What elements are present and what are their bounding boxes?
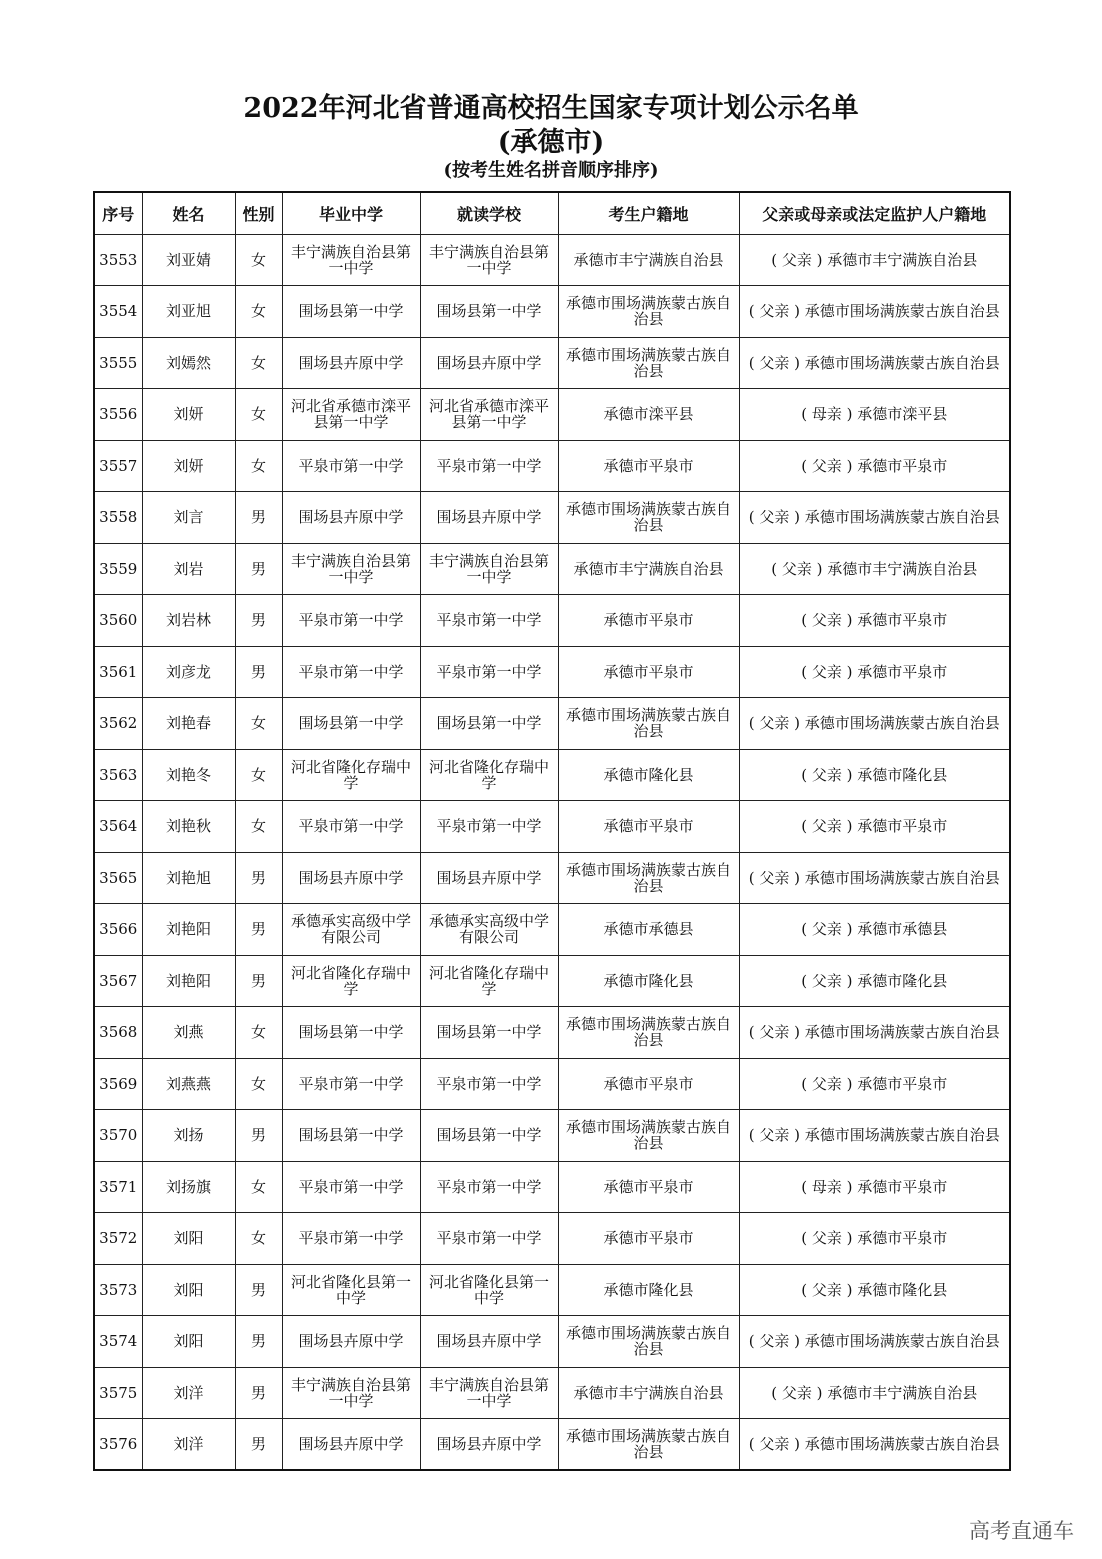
cell-guardian-hukou: ( 父亲 ) 承德市平泉市	[739, 1058, 1010, 1110]
cell-current-school: 河北省隆化县第一中学	[420, 1264, 558, 1316]
header-serial: 序号	[94, 192, 142, 234]
cell-student-hukou: 承德市平泉市	[558, 801, 739, 853]
cell-serial: 3555	[94, 337, 142, 389]
cell-current-school: 平泉市第一中学	[420, 1058, 558, 1110]
cell-student-hukou: 承德市承德县	[558, 904, 739, 956]
table-row	[94, 1161, 1010, 1213]
cell-name: 刘彦龙	[142, 646, 235, 698]
cell-graduated-school: 平泉市第一中学	[282, 440, 420, 492]
cell-student-hukou: 承德市平泉市	[558, 1213, 739, 1265]
page-subtitle-city: (承德市)	[497, 127, 605, 158]
cell-graduated-school: 平泉市第一中学	[282, 801, 420, 853]
cell-serial: 3559	[94, 543, 142, 595]
header-current-school: 就读学校	[420, 192, 558, 234]
cell-gender: 男	[235, 955, 282, 1007]
table-row	[94, 1110, 1010, 1162]
cell-graduated-school: 围场县卉原中学	[282, 492, 420, 544]
table-row	[94, 698, 1010, 750]
cell-guardian-hukou: ( 父亲 ) 承德市丰宁满族自治县	[739, 234, 1010, 286]
cell-gender: 女	[235, 749, 282, 801]
cell-gender: 男	[235, 1367, 282, 1419]
cell-gender: 女	[235, 1213, 282, 1265]
header-graduated-school: 毕业中学	[282, 192, 420, 234]
table-row	[94, 1419, 1010, 1471]
cell-current-school: 围场县卉原中学	[420, 492, 558, 544]
cell-name: 刘艳冬	[142, 749, 235, 801]
cell-gender: 男	[235, 1110, 282, 1162]
cell-student-hukou: 承德市隆化县	[558, 1264, 739, 1316]
cell-graduated-school: 围场县第一中学	[282, 1007, 420, 1059]
cell-current-school: 围场县卉原中学	[420, 337, 558, 389]
cell-student-hukou: 承德市围场满族蒙古族自治县	[558, 698, 739, 750]
cell-guardian-hukou: ( 父亲 ) 承德市平泉市	[739, 801, 1010, 853]
cell-guardian-hukou: ( 父亲 ) 承德市围场满族蒙古族自治县	[739, 286, 1010, 338]
cell-guardian-hukou: ( 父亲 ) 承德市丰宁满族自治县	[739, 1367, 1010, 1419]
header-gender: 性别	[235, 192, 282, 234]
cell-student-hukou: 承德市围场满族蒙古族自治县	[558, 337, 739, 389]
cell-guardian-hukou: ( 父亲 ) 承德市围场满族蒙古族自治县	[739, 337, 1010, 389]
cell-gender: 女	[235, 1058, 282, 1110]
cell-gender: 男	[235, 1419, 282, 1471]
header-name: 姓名	[142, 192, 235, 234]
cell-current-school: 围场县第一中学	[420, 286, 558, 338]
table-row	[94, 543, 1010, 595]
cell-graduated-school: 平泉市第一中学	[282, 1213, 420, 1265]
cell-graduated-school: 河北省隆化县第一中学	[282, 1264, 420, 1316]
cell-gender: 男	[235, 543, 282, 595]
cell-serial: 3557	[94, 440, 142, 492]
cell-gender: 男	[235, 1316, 282, 1368]
cell-student-hukou: 承德市围场满族蒙古族自治县	[558, 492, 739, 544]
cell-serial: 3553	[94, 234, 142, 286]
cell-guardian-hukou: ( 父亲 ) 承德市围场满族蒙古族自治县	[739, 1316, 1010, 1368]
cell-guardian-hukou: ( 父亲 ) 承德市隆化县	[739, 1264, 1010, 1316]
table-row	[94, 337, 1010, 389]
header-student-hukou: 考生户籍地	[558, 192, 739, 234]
cell-student-hukou: 承德市平泉市	[558, 646, 739, 698]
cell-name: 刘亚婧	[142, 234, 235, 286]
cell-gender: 女	[235, 698, 282, 750]
cell-gender: 男	[235, 904, 282, 956]
cell-graduated-school: 河北省隆化存瑞中学	[282, 749, 420, 801]
cell-gender: 男	[235, 492, 282, 544]
table-row	[94, 1316, 1010, 1368]
cell-student-hukou: 承德市围场满族蒙古族自治县	[558, 1110, 739, 1162]
cell-serial: 3558	[94, 492, 142, 544]
cell-serial: 3556	[94, 389, 142, 441]
cell-student-hukou: 承德市平泉市	[558, 595, 739, 647]
cell-serial: 3565	[94, 852, 142, 904]
cell-guardian-hukou: ( 父亲 ) 承德市围场满族蒙古族自治县	[739, 852, 1010, 904]
cell-name: 刘岩	[142, 543, 235, 595]
cell-graduated-school: 平泉市第一中学	[282, 595, 420, 647]
table-row	[94, 234, 1010, 286]
cell-name: 刘洋	[142, 1367, 235, 1419]
cell-current-school: 平泉市第一中学	[420, 1161, 558, 1213]
cell-guardian-hukou: ( 父亲 ) 承德市围场满族蒙古族自治县	[739, 492, 1010, 544]
cell-graduated-school: 围场县卉原中学	[282, 852, 420, 904]
cell-graduated-school: 围场县第一中学	[282, 1110, 420, 1162]
cell-current-school: 丰宁满族自治县第一中学	[420, 543, 558, 595]
table-row	[94, 904, 1010, 956]
cell-name: 刘扬	[142, 1110, 235, 1162]
cell-name: 刘扬旗	[142, 1161, 235, 1213]
cell-graduated-school: 平泉市第一中学	[282, 646, 420, 698]
cell-guardian-hukou: ( 母亲 ) 承德市平泉市	[739, 1161, 1010, 1213]
cell-name: 刘艳春	[142, 698, 235, 750]
cell-current-school: 围场县卉原中学	[420, 1419, 558, 1471]
table-row	[94, 440, 1010, 492]
cell-current-school: 平泉市第一中学	[420, 646, 558, 698]
admission-list-table	[93, 191, 1011, 1471]
table-row	[94, 646, 1010, 698]
table-row	[94, 1264, 1010, 1316]
cell-current-school: 河北省隆化存瑞中学	[420, 749, 558, 801]
cell-guardian-hukou: ( 父亲 ) 承德市承德县	[739, 904, 1010, 956]
cell-serial: 3563	[94, 749, 142, 801]
cell-current-school: 围场县卉原中学	[420, 852, 558, 904]
watermark: 高考直通车	[969, 1519, 1074, 1543]
cell-student-hukou: 承德市围场满族蒙古族自治县	[558, 1316, 739, 1368]
cell-guardian-hukou: ( 父亲 ) 承德市平泉市	[739, 1213, 1010, 1265]
cell-serial: 3564	[94, 801, 142, 853]
cell-name: 刘妍	[142, 440, 235, 492]
cell-student-hukou: 承德市围场满族蒙古族自治县	[558, 286, 739, 338]
cell-guardian-hukou: ( 母亲 ) 承德市滦平县	[739, 389, 1010, 441]
cell-current-school: 平泉市第一中学	[420, 595, 558, 647]
cell-gender: 男	[235, 852, 282, 904]
cell-student-hukou: 承德市丰宁满族自治县	[558, 1367, 739, 1419]
cell-current-school: 承德承实高级中学有限公司	[420, 904, 558, 956]
table-row	[94, 749, 1010, 801]
cell-current-school: 平泉市第一中学	[420, 801, 558, 853]
cell-serial: 3570	[94, 1110, 142, 1162]
cell-student-hukou: 承德市丰宁满族自治县	[558, 234, 739, 286]
table-row	[94, 492, 1010, 544]
cell-graduated-school: 承德承实高级中学有限公司	[282, 904, 420, 956]
cell-name: 刘亚旭	[142, 286, 235, 338]
cell-student-hukou: 承德市丰宁满族自治县	[558, 543, 739, 595]
cell-graduated-school: 丰宁满族自治县第一中学	[282, 543, 420, 595]
cell-name: 刘阳	[142, 1264, 235, 1316]
cell-serial: 3571	[94, 1161, 142, 1213]
cell-guardian-hukou: ( 父亲 ) 承德市平泉市	[739, 646, 1010, 698]
cell-gender: 女	[235, 1007, 282, 1059]
cell-current-school: 河北省承德市滦平县第一中学	[420, 389, 558, 441]
cell-name: 刘艳秋	[142, 801, 235, 853]
cell-serial: 3572	[94, 1213, 142, 1265]
cell-current-school: 围场县第一中学	[420, 1007, 558, 1059]
page-title: 2022年河北省普通高校招生国家专项计划公示名单	[243, 93, 859, 124]
cell-serial: 3567	[94, 955, 142, 1007]
cell-serial: 3574	[94, 1316, 142, 1368]
cell-serial: 3568	[94, 1007, 142, 1059]
cell-graduated-school: 平泉市第一中学	[282, 1058, 420, 1110]
cell-graduated-school: 丰宁满族自治县第一中学	[282, 1367, 420, 1419]
table-row	[94, 389, 1010, 441]
cell-serial: 3561	[94, 646, 142, 698]
cell-gender: 女	[235, 234, 282, 286]
cell-graduated-school: 平泉市第一中学	[282, 1161, 420, 1213]
cell-current-school: 围场县卉原中学	[420, 1316, 558, 1368]
cell-graduated-school: 围场县卉原中学	[282, 1316, 420, 1368]
cell-student-hukou: 承德市围场满族蒙古族自治县	[558, 1007, 739, 1059]
table-row	[94, 1367, 1010, 1419]
cell-guardian-hukou: ( 父亲 ) 承德市围场满族蒙古族自治县	[739, 1419, 1010, 1471]
cell-gender: 女	[235, 286, 282, 338]
cell-guardian-hukou: ( 父亲 ) 承德市丰宁满族自治县	[739, 543, 1010, 595]
cell-current-school: 平泉市第一中学	[420, 1213, 558, 1265]
cell-name: 刘艳阳	[142, 904, 235, 956]
cell-student-hukou: 承德市围场满族蒙古族自治县	[558, 1419, 739, 1471]
cell-current-school: 河北省隆化存瑞中学	[420, 955, 558, 1007]
cell-graduated-school: 河北省隆化存瑞中学	[282, 955, 420, 1007]
cell-current-school: 围场县第一中学	[420, 1110, 558, 1162]
cell-serial: 3575	[94, 1367, 142, 1419]
cell-current-school: 围场县第一中学	[420, 698, 558, 750]
cell-student-hukou: 承德市平泉市	[558, 1058, 739, 1110]
cell-name: 刘言	[142, 492, 235, 544]
table-row	[94, 286, 1010, 338]
cell-gender: 女	[235, 440, 282, 492]
cell-guardian-hukou: ( 父亲 ) 承德市隆化县	[739, 955, 1010, 1007]
cell-current-school: 丰宁满族自治县第一中学	[420, 234, 558, 286]
cell-guardian-hukou: ( 父亲 ) 承德市围场满族蒙古族自治县	[739, 1110, 1010, 1162]
cell-serial: 3573	[94, 1264, 142, 1316]
cell-name: 刘燕燕	[142, 1058, 235, 1110]
cell-student-hukou: 承德市平泉市	[558, 1161, 739, 1213]
cell-graduated-school: 丰宁满族自治县第一中学	[282, 234, 420, 286]
table-row	[94, 1213, 1010, 1265]
table-row	[94, 1007, 1010, 1059]
cell-serial: 3554	[94, 286, 142, 338]
cell-serial: 3562	[94, 698, 142, 750]
cell-graduated-school: 河北省承德市滦平县第一中学	[282, 389, 420, 441]
cell-gender: 男	[235, 595, 282, 647]
cell-graduated-school: 围场县卉原中学	[282, 1419, 420, 1471]
cell-name: 刘嫣然	[142, 337, 235, 389]
sort-note: (按考生姓名拼音顺序排序)	[443, 160, 659, 181]
cell-current-school: 丰宁满族自治县第一中学	[420, 1367, 558, 1419]
cell-student-hukou: 承德市隆化县	[558, 749, 739, 801]
cell-graduated-school: 围场县第一中学	[282, 698, 420, 750]
cell-gender: 女	[235, 801, 282, 853]
cell-guardian-hukou: ( 父亲 ) 承德市围场满族蒙古族自治县	[739, 698, 1010, 750]
cell-guardian-hukou: ( 父亲 ) 承德市平泉市	[739, 440, 1010, 492]
cell-current-school: 平泉市第一中学	[420, 440, 558, 492]
cell-gender: 男	[235, 646, 282, 698]
cell-name: 刘洋	[142, 1419, 235, 1471]
cell-guardian-hukou: ( 父亲 ) 承德市围场满族蒙古族自治县	[739, 1007, 1010, 1059]
cell-serial: 3569	[94, 1058, 142, 1110]
cell-graduated-school: 围场县卉原中学	[282, 337, 420, 389]
cell-name: 刘岩林	[142, 595, 235, 647]
cell-gender: 女	[235, 337, 282, 389]
table-row	[94, 955, 1010, 1007]
cell-serial: 3566	[94, 904, 142, 956]
cell-student-hukou: 承德市隆化县	[558, 955, 739, 1007]
cell-name: 刘燕	[142, 1007, 235, 1059]
table-row	[94, 852, 1010, 904]
cell-guardian-hukou: ( 父亲 ) 承德市平泉市	[739, 595, 1010, 647]
cell-graduated-school: 围场县第一中学	[282, 286, 420, 338]
cell-name: 刘阳	[142, 1316, 235, 1368]
table-row	[94, 801, 1010, 853]
cell-gender: 男	[235, 1264, 282, 1316]
cell-name: 刘妍	[142, 389, 235, 441]
cell-student-hukou: 承德市围场满族蒙古族自治县	[558, 852, 739, 904]
header-guardian-hukou: 父亲或母亲或法定监护人户籍地	[739, 192, 1010, 234]
cell-name: 刘艳阳	[142, 955, 235, 1007]
table-row	[94, 1058, 1010, 1110]
cell-name: 刘阳	[142, 1213, 235, 1265]
cell-name: 刘艳旭	[142, 852, 235, 904]
cell-serial: 3560	[94, 595, 142, 647]
table-header-row	[94, 192, 1010, 234]
cell-student-hukou: 承德市滦平县	[558, 389, 739, 441]
cell-gender: 女	[235, 1161, 282, 1213]
table-row	[94, 595, 1010, 647]
cell-guardian-hukou: ( 父亲 ) 承德市隆化县	[739, 749, 1010, 801]
cell-serial: 3576	[94, 1419, 142, 1471]
cell-gender: 女	[235, 389, 282, 441]
cell-student-hukou: 承德市平泉市	[558, 440, 739, 492]
